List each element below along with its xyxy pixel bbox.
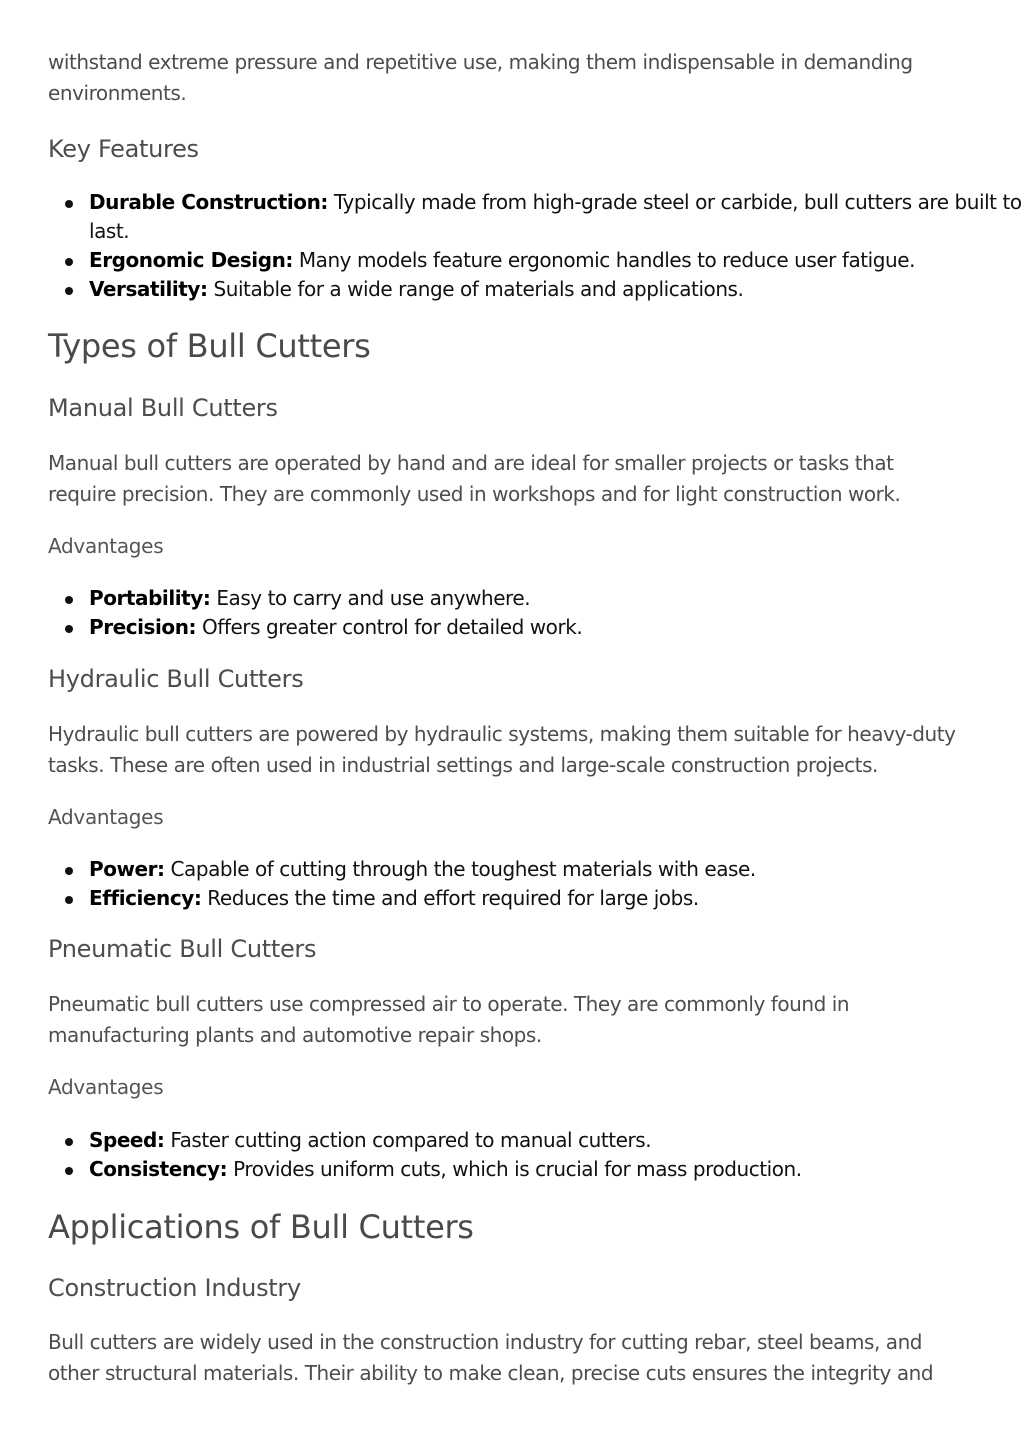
manual-paragraph: Manual bull cutters are operated by hand and are ideal for smaller projects or tasks that require precision. They are commonly used in workshops and for light construction work. [48,451,901,506]
manual-heading: Manual Bull Cutters [48,394,278,422]
list-item-desc: Many models feature ergonomic handles to reduce user fatigue. [298,248,915,272]
hydraulic-advantages-list [48,855,1024,913]
list-item-desc: Faster cutting action compared to manual cutters. [170,1128,652,1152]
hydraulic-advantages-heading: Advantages [48,805,164,829]
list-item [89,275,1024,304]
bullet-icon [65,896,73,904]
list-item [89,613,1024,642]
list-item-desc: Provides uniform cuts, which is crucial for mass production. [233,1157,802,1181]
list-item-term: Speed: [89,1128,165,1152]
hydraulic-heading: Hydraulic Bull Cutters [48,665,304,693]
types-section-heading: Types of Bull Cutters [48,327,371,365]
list-item-desc: Reduces the time and effort required for large jobs. [207,886,699,910]
manual-advantages-list [48,584,1024,642]
pneumatic-heading: Pneumatic Bull Cutters [48,935,317,963]
key-features-list [48,188,1024,304]
list-item-desc: Easy to carry and use anywhere. [216,586,531,610]
list-item-term: Durable Construction: [89,190,328,214]
manual-advantages-heading: Advantages [48,534,164,558]
hydraulic-paragraph: Hydraulic bull cutters are powered by hydraulic systems, making them suitable for heavy-duty tasks. These are often used in industrial settings and large-scale construction projects. [48,722,956,777]
bullet-icon [65,1167,73,1175]
list-item [89,1126,1024,1155]
bullet-icon [65,625,73,633]
key-features-heading: Key Features [48,135,199,163]
list-item-term: Precision: [89,615,197,639]
bullet-icon [65,287,73,295]
list-item [89,584,1024,613]
bullet-icon [65,867,73,875]
list-item-term: Versatility: [89,277,208,301]
construction-paragraph: Bull cutters are widely used in the construction industry for cutting rebar, steel beams, and other structural materials. Their ability to make clean, precise cuts ensures the integrity and [48,1330,934,1385]
list-item-term: Efficiency: [89,886,202,910]
list-item-desc: Suitable for a wide range of materials and applications. [213,277,744,301]
pneumatic-paragraph: Pneumatic bull cutters use compressed air to operate. They are commonly found in manufacturing plants and automotive repair shops. [48,992,850,1047]
bullet-icon [65,258,73,266]
list-item [89,884,1024,913]
list-item-term: Power: [89,857,165,881]
pneumatic-advantages-list [48,1126,1024,1184]
bullet-icon [65,1138,73,1146]
list-item-desc: Typically made from high-grade steel or carbide, bull cutters are built to last. [89,190,1022,243]
list-item [89,855,1024,884]
bullet-icon [65,596,73,604]
intro-paragraph: withstand extreme pressure and repetitive use, making them indispensable in demanding environments. [48,50,913,105]
construction-heading: Construction Industry [48,1274,301,1302]
list-item-term: Portability: [89,586,211,610]
list-item-desc: Offers greater control for detailed work. [201,615,583,639]
list-item-term: Ergonomic Design: [89,248,293,272]
list-item [89,1155,1024,1184]
bullet-icon [65,200,73,208]
list-item [89,188,1024,246]
list-item-desc: Capable of cutting through the toughest materials with ease. [170,857,756,881]
applications-section-heading: Applications of Bull Cutters [48,1208,474,1246]
list-item [89,246,1024,275]
pneumatic-advantages-heading: Advantages [48,1075,164,1099]
list-item-term: Consistency: [89,1157,228,1181]
